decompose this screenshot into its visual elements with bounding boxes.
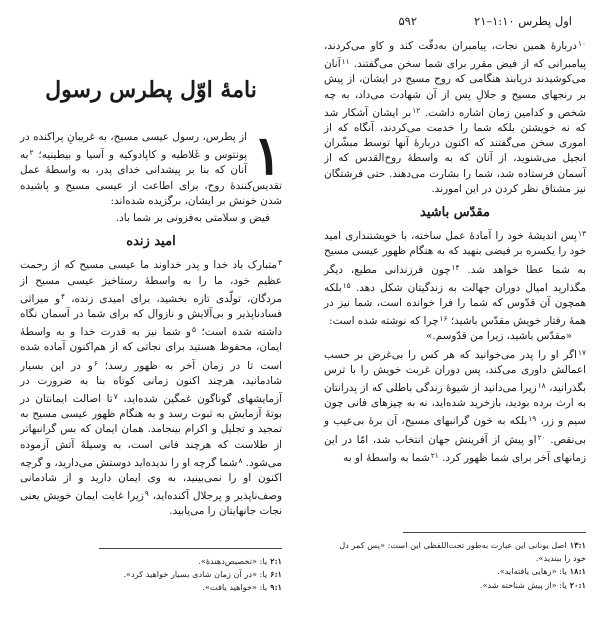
running-head-title: اول پطرس ۱:۱۰–۲۱ xyxy=(474,14,572,28)
verse-number: ۹ xyxy=(144,489,149,499)
footnote-rule xyxy=(99,548,282,549)
verse-number: ۴ xyxy=(60,291,66,301)
footnote-text: یا: «رهایی یافته‌اید». xyxy=(497,566,567,577)
verse-text: او پیش از آفرینش جهان انتخاب شد، امّا در این زمانهای آخر برای شما ظهور کرد. xyxy=(324,433,586,464)
footnote-text: یا: «خواهید یافت». xyxy=(202,582,268,593)
footnote xyxy=(324,565,586,578)
verse-number: ۱۶ xyxy=(439,314,448,324)
verse-number: ۱۰ xyxy=(577,39,586,48)
footnote-list xyxy=(324,539,586,592)
verse-text: از پطرس، رسول عیسی مسیح، به غریبانِ پراکنده در پونتوس و غَلاطیه و کاپادوکیه و آسیا و بیطینیه؛ xyxy=(20,131,247,162)
verse-text: شما گرچه او را ندیده‌اید دوستش می‌دارید، و گرچه اکنون او را نمی‌بینید، به وی ایمان دارید و از شادمانی وصف‌ناپذیر و پرجلال آکنده‌اید، xyxy=(20,456,283,503)
footnote-ref: ۲:۱ xyxy=(270,556,282,566)
verse-text: شما به واسطۀ او به xyxy=(343,451,430,464)
left-column xyxy=(20,36,282,520)
verse-number: ۲۰ xyxy=(537,432,546,442)
verse-text: اگر او را پدر می‌خوانید که هر کس را بی‌غرض بر حسب اعمالش داوری می‌کند، پس دوران غربت خویش را با ترس بگذرانید، xyxy=(324,348,586,395)
footnote xyxy=(324,579,586,592)
footnotes-right xyxy=(324,532,586,592)
verse-text: آنان می‌کوشیدند دریابند هنگامی که روح مسیح در ایشان، از پیش بر رنجهای مسیح و جلالِ پس از آن شهادت می‌داد، به چه شخص و کدامین زمان اشاره داشت. xyxy=(324,58,586,119)
section-heading-be-holy: مقدّس باشید xyxy=(420,205,490,221)
verse-number: ۱۳ xyxy=(577,229,586,239)
verse-number: ۱۹ xyxy=(528,414,537,424)
verse-text: و شما نیز به قدرت خدا و به واسطۀ ایمان، محفوظ هستید برای نجاتی که از هم‌اکنون آماده شده است تا در زمان آخر به ظهور رسد؛ xyxy=(20,326,283,372)
verses-10-12 xyxy=(324,36,586,197)
verse-text: زیرا می‌دانید از شیوۀ زندگی باطلی که از پدرانتان به ارث برده بودید، بازخرید شده‌اید، نه به چیزهای فانی چون سیم و زر، xyxy=(324,382,587,428)
verse-text: تا اصالت ایمانتان در بوتۀ آزمایش به ثبوت رسد و به هنگام ظهور عیسی مسیح به تمجید و تجلیل و اکرام بینجامد. همان ایمان که بس گرانبهاتر از طلاست که هرچند فانی است، به وسیلۀ آتش آزموده می‌شود. xyxy=(20,393,282,469)
verse-text: پس اندیشۀ خود را آمادۀ عمل ساخته، با خویشتنداری امید خود را یکسره بر فیضی بنهید که به هنگام ظهور عیسی مسیح به شما عطا خواهد شد. xyxy=(324,230,586,276)
verses-1-2 xyxy=(20,123,282,209)
verse-text: متبارک باد خدا و پدر خداوند ما عیسی مسیح که از رحمت عظیم خود، ما را به واسطۀ رستاخیز عیسی مسیح از مردگان، تولّدی تازه بخشید، برای امیدی زنده، xyxy=(20,259,282,305)
footnote xyxy=(20,568,282,581)
verse-text: بر ایشان آشکار شد که نه خویشتن بلکه شما را خدمت می‌کردند، آنگاه که از اموری سخن می‌گفتند که اکنون دربارۀ آنها توسط مبشّران انجیل می‌شنوید، از آنان که به واسطۀ روح‌القدس که از آسمان فرستاده شد، شما را بشارت می‌دهند. حتی فرشتگان نیز مشتاق نظر کردن در این امورند. xyxy=(324,106,586,195)
intro-block xyxy=(20,123,282,226)
footnote-text: یا: «از پیش شناخته شد». xyxy=(479,579,567,590)
verse-text: زیرا غایت ایمان خویش یعنی نجات جانهایتان را می‌یابید. xyxy=(20,490,282,518)
verse-number: ۲ xyxy=(29,148,34,158)
footnote xyxy=(20,555,282,568)
verses-13-16 xyxy=(324,226,586,329)
verse-number: ۵ xyxy=(191,325,196,335)
verse-number: ۱۸ xyxy=(537,381,546,391)
verse-text: و میراثی فسادناپذیر و بی‌آلایش و نازوال که برای شما در آسمان نگاه داشته شده است؛ xyxy=(20,292,282,339)
verse-text: چون فرزندانی مطیع، دیگر مگذارید امیال دوران جهالت به زندگیتان شکل دهد. xyxy=(324,263,586,294)
verse-number: ۸ xyxy=(238,455,243,465)
greeting: فیض و سلامتی به‌فزونی بر شما باد. xyxy=(115,212,270,225)
verse-number: ۶ xyxy=(93,358,98,368)
verse-number: ۷ xyxy=(113,392,118,402)
verse-number: ۱۱ xyxy=(341,57,350,67)
verse-text: دربارۀ همین نجات، پیامبران به‌دقّت کند و کاو می‌کردند، پیامبرانی که از فیض مقرر برای شما سخن می‌گفتند. xyxy=(324,40,586,71)
verse-number: ۱۵ xyxy=(342,280,351,290)
verse-number: ۱۲ xyxy=(412,105,421,115)
chapter-number: ۱ xyxy=(252,123,282,187)
book-title: نامۀ اوّل پطرس رسول xyxy=(45,77,257,103)
right-column xyxy=(324,36,586,466)
verse-text: بلکه به خون گرانبهای مسیح، آن برۀ بی‌عیب و بی‌نقص. xyxy=(324,415,586,446)
verse-number: ۳ xyxy=(277,258,282,268)
section-heading-living-hope: امید زنده xyxy=(126,234,176,250)
footnote xyxy=(20,581,282,594)
footnote-ref: ۲۰:۱ xyxy=(569,579,586,590)
verse-number: ۱۴ xyxy=(451,262,460,272)
verses-3-9 xyxy=(20,255,282,519)
footnote-list xyxy=(20,555,282,595)
footnote xyxy=(324,539,586,565)
footnote-ref: ۶:۱ xyxy=(270,569,282,580)
footnote-text: اصل یونانی این عبارت به‌طور تحت‌اللفظی این است: «پس کمر دل خود را ببندید». xyxy=(339,540,586,564)
footnote-ref: ۱۸:۱ xyxy=(569,566,586,577)
verse-text: چرا که نوشته شده است: xyxy=(329,315,439,328)
footnote-text: یا: «در آن زمان شادی بسیار خواهید کرد». xyxy=(123,569,268,580)
footnote-ref: ۹:۱ xyxy=(270,582,282,593)
verse-text: و در این بسیار شادمانید، هرچند اکنون زمانی کوتاه بنا به ضرورت در آزمایشهای گوناگون غمگین شده‌اید، xyxy=(20,359,282,406)
footnote-rule xyxy=(403,532,586,533)
verse-text: بلکه همچون آن قدّوس که شما را فرا خوانده است، شما نیز در همۀ رفتار خویش مقدّس باشید؛ xyxy=(324,281,586,328)
verse-text: به آنان که بنا بر پیشدانی خدای پدر، به واسطۀ عمل تقدیس‌کنندۀ روح، برای اطاعت از عیسی مسیح و پاشیده شدن خونش بر ایشان، برگزیده شده‌اند: xyxy=(20,149,282,207)
verse-number: ۱۷ xyxy=(577,347,586,357)
verse-number: ۲۱ xyxy=(430,450,439,460)
running-head xyxy=(18,14,582,30)
footnote-ref: ۱۳:۱ xyxy=(569,540,586,550)
footnote-text: یا: «تخصیص‌دهندۀ». xyxy=(198,556,268,566)
scripture-quote: «مقدّس باشید، زیرا من قدّوسم.» xyxy=(426,330,572,343)
verses-17-21 xyxy=(324,345,586,466)
footnotes-left xyxy=(20,548,282,595)
page-number: ۵۹۲ xyxy=(398,14,417,28)
